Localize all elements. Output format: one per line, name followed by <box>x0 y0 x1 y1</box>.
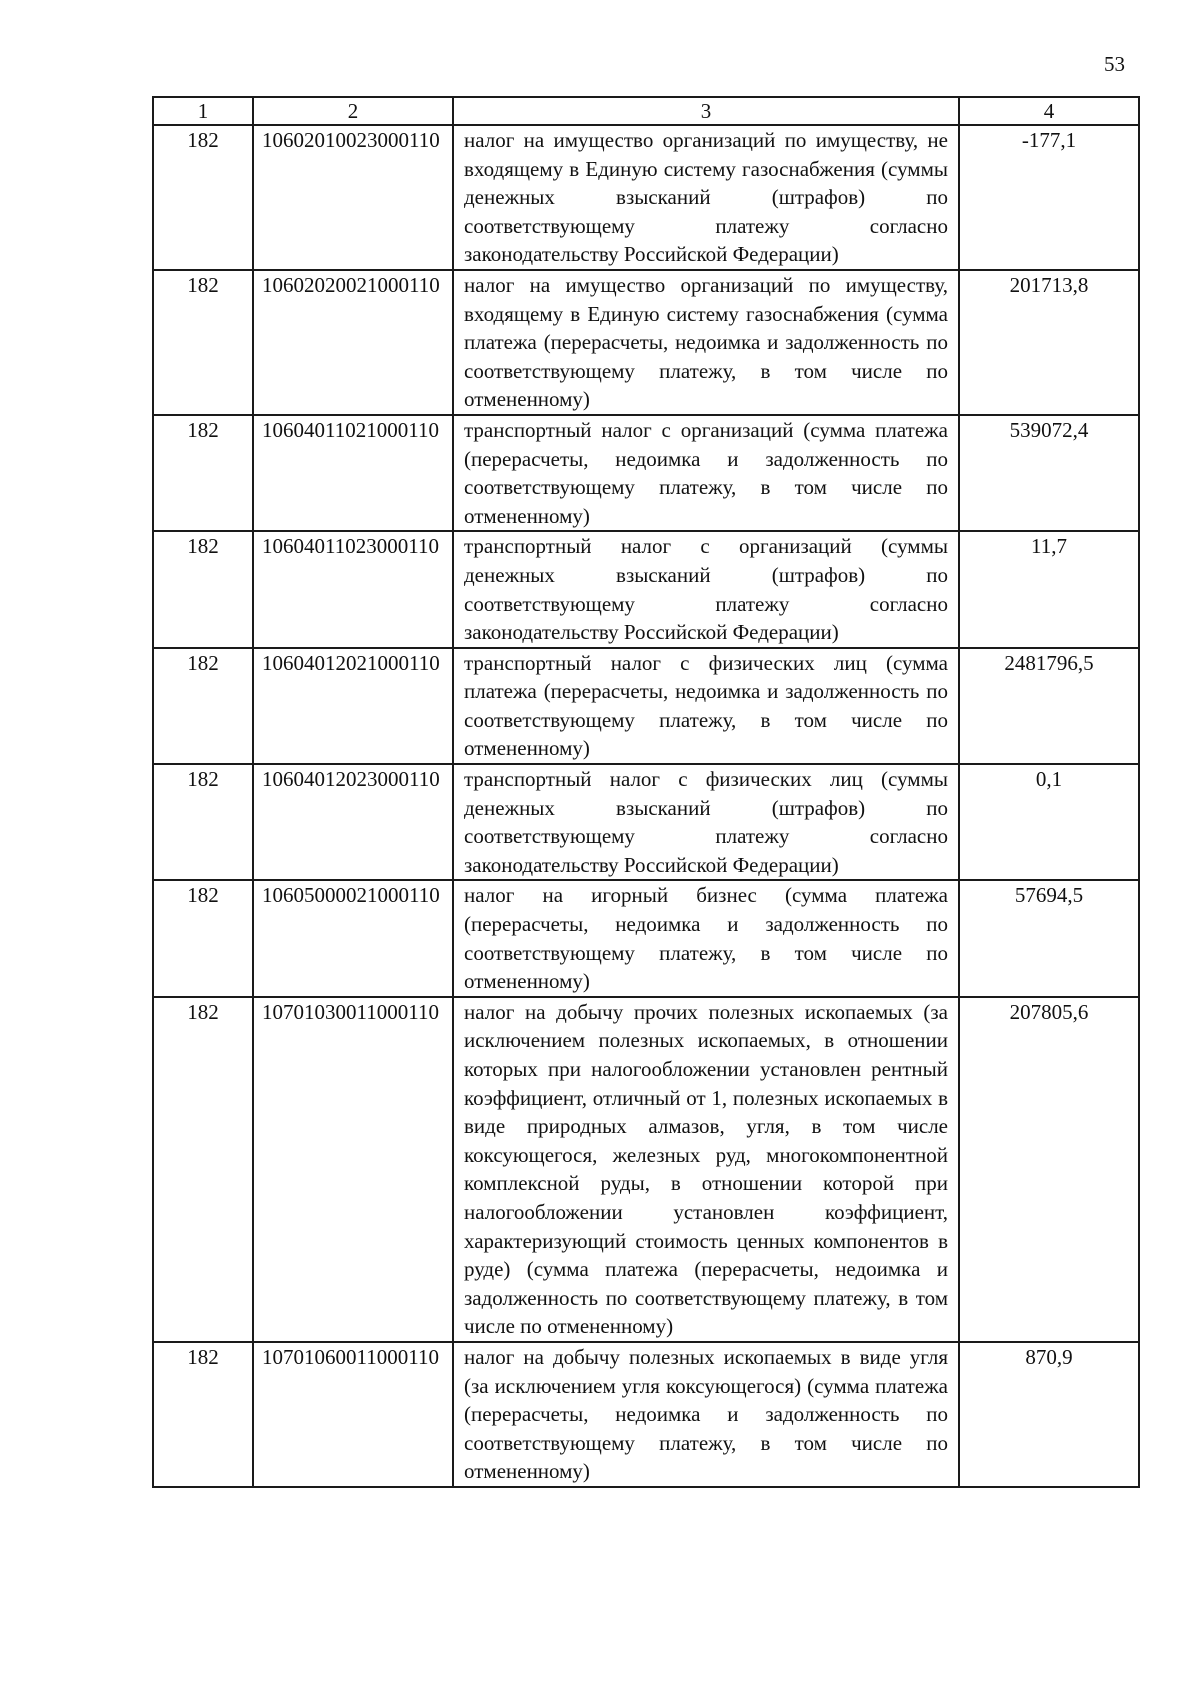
column-header-3: 3 <box>453 97 959 125</box>
kbk-code-cell: 10701060011000110 <box>253 1342 453 1487</box>
admin-code-cell: 182 <box>153 270 253 415</box>
amount-cell: 201713,8 <box>959 270 1139 415</box>
description-cell: транспортный налог с физических лиц (суммы денежных взысканий (штрафов) по соответствующему платежу согласно законодательству Российской Федерации) <box>453 764 959 880</box>
admin-code-cell: 182 <box>153 415 253 531</box>
column-header-1: 1 <box>153 97 253 125</box>
amount-cell: 207805,6 <box>959 997 1139 1342</box>
admin-code-cell: 182 <box>153 648 253 764</box>
kbk-code-cell: 10604011021000110 <box>253 415 453 531</box>
admin-code-cell: 182 <box>153 997 253 1342</box>
description-cell: транспортный налог с физических лиц (сумма платежа (перерасчеты, недоимка и задолженность по соответствующему платежу, в том числе по отмененному) <box>453 648 959 764</box>
table-row <box>153 415 1139 531</box>
amount-cell: 2481796,5 <box>959 648 1139 764</box>
kbk-code-cell: 10602020021000110 <box>253 270 453 415</box>
admin-code-cell: 182 <box>153 764 253 880</box>
table-row <box>153 648 1139 764</box>
description-cell: налог на имущество организаций по имуществу, входящему в Единую систему газоснабжения (сумма платежа (перерасчеты, недоимка и задолженность по соответствующему платежу, в том числе по отмененному) <box>453 270 959 415</box>
amount-cell: 0,1 <box>959 764 1139 880</box>
page-number: 53 <box>1104 52 1125 76</box>
kbk-code-cell: 10604012021000110 <box>253 648 453 764</box>
kbk-code-cell: 10604012023000110 <box>253 764 453 880</box>
table-row <box>153 531 1139 647</box>
table-row <box>153 1342 1139 1487</box>
table-row <box>153 270 1139 415</box>
description-cell: транспортный налог с организаций (суммы денежных взысканий (штрафов) по соответствующему платежу согласно законодательству Российской Федерации) <box>453 531 959 647</box>
amount-cell: 57694,5 <box>959 880 1139 996</box>
amount-cell: -177,1 <box>959 125 1139 270</box>
admin-code-cell: 182 <box>153 125 253 270</box>
table-header-row <box>153 97 1139 125</box>
amount-cell: 539072,4 <box>959 415 1139 531</box>
description-cell: транспортный налог с организаций (сумма платежа (перерасчеты, недоимка и задолженность по соответствующему платежу, в том числе по отмененному) <box>453 415 959 531</box>
admin-code-cell: 182 <box>153 531 253 647</box>
table-row <box>153 997 1139 1342</box>
description-cell: налог на имущество организаций по имуществу, не входящему в Единую систему газоснабжения (суммы денежных взысканий (штрафов) по соответствующему платежу согласно законодательству Российской Федерации) <box>453 125 959 270</box>
amount-cell: 11,7 <box>959 531 1139 647</box>
column-header-2: 2 <box>253 97 453 125</box>
table-row <box>153 125 1139 270</box>
description-cell: налог на игорный бизнес (сумма платежа (перерасчеты, недоимка и задолженность по соответствующему платежу, в том числе по отмененному) <box>453 880 959 996</box>
admin-code-cell: 182 <box>153 1342 253 1487</box>
description-cell: налог на добычу полезных ископаемых в виде угля (за исключением угля коксующегося) (сумма платежа (перерасчеты, недоимка и задолженность по соответствующему платежу, в том числе по отмененному) <box>453 1342 959 1487</box>
kbk-code-cell: 10602010023000110 <box>253 125 453 270</box>
amount-cell: 870,9 <box>959 1342 1139 1487</box>
kbk-code-cell: 10605000021000110 <box>253 880 453 996</box>
column-header-4: 4 <box>959 97 1139 125</box>
budget-revenue-table <box>152 96 1140 1488</box>
description-cell: налог на добычу прочих полезных ископаемых (за исключением полезных ископаемых, в отношении которых при налогообложении установлен рентный коэффициент, отличный от 1, полезных ископаемых в виде природных алмазов, угля, в том числе коксующегося, железных руд, многокомпонентной комплексной руды, в отношении которой при налогообложении установлен коэффициент, характеризующий стоимость ценных компонентов в руде) (сумма платежа (перерасчеты, недоимка и задолженность по соответствующему платежу, в том числе по отмененному) <box>453 997 959 1342</box>
table-row <box>153 764 1139 880</box>
kbk-code-cell: 10604011023000110 <box>253 531 453 647</box>
table-row <box>153 880 1139 996</box>
kbk-code-cell: 10701030011000110 <box>253 997 453 1342</box>
admin-code-cell: 182 <box>153 880 253 996</box>
